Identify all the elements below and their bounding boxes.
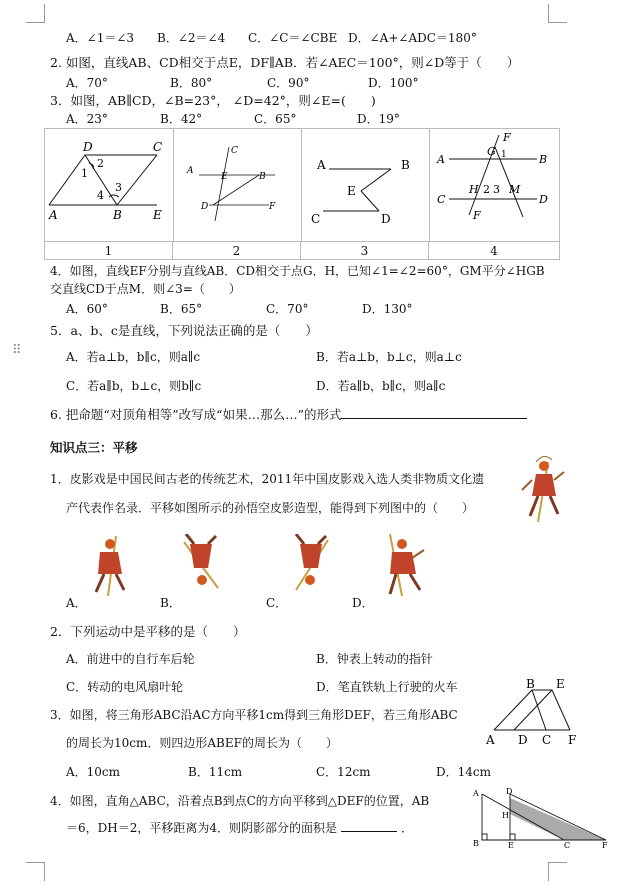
translate-q1-line1: 1．皮影戏是中国民间古老的传统艺术，2011年中国皮影戏入选人类非物质文化遗 [50, 472, 485, 486]
translate-q2-text: 2．下列运动中是平移的是（ ） [50, 624, 246, 639]
fig4-label-d: D [539, 193, 548, 206]
crop-mark-bottom-left [26, 862, 45, 881]
prev-option-c: C．∠C＝∠CBE [248, 31, 338, 45]
q2-option-d: D．100° [368, 76, 419, 90]
fig1-label-d: D [83, 140, 93, 154]
prev-option-a: A．∠1＝∠3 [66, 31, 135, 45]
question-4-line2: 交直线CD于点M．则∠3=（ ） [50, 282, 241, 296]
p3-option-b: B．11cm [188, 765, 243, 779]
q5-option-c: C．若a∥b，b⊥c，则b∥c [66, 379, 202, 393]
p2-option-a: A．前进中的自行车后轮 [66, 652, 195, 666]
fig4-label-b: B [539, 153, 548, 166]
p3-fig-label-b: B [526, 677, 535, 691]
p3-fig-label-e: E [556, 677, 565, 691]
figure-cell-1 [45, 129, 174, 241]
question-5-text: 5．a、b、c是直线，下列说法正确的是（ ） [50, 323, 318, 338]
fig1-angle-3: 3 [115, 181, 122, 194]
translate-q4-line1: 4．如图，直角△ABC，沿着点B到点C的方向平移到△DEF的位置，AB [50, 794, 430, 808]
fig4-label-m: M [509, 183, 521, 196]
fig1-angle-1: 1 [81, 167, 88, 180]
monkey-king-puppet-image [518, 452, 570, 526]
puppet-option-a-image [86, 530, 132, 600]
p1-option-d: D． [352, 596, 374, 610]
translate-q4-line2 [66, 819, 413, 836]
translate-q3-line2: 的周长为10cm．则四边形ABEF的周长为（ ） [66, 736, 338, 750]
p4-fig-label-d: D [506, 787, 513, 796]
figure-1-parallelogram [45, 129, 173, 241]
fig2-label-b: B [259, 172, 266, 182]
p1-option-c: C． [266, 596, 288, 610]
shaded-triangle-figure [468, 786, 610, 850]
translate-q4-line2-end: ． [401, 821, 414, 835]
fig2-label-a: A [187, 166, 194, 176]
p2-option-b: B．钟表上转动的指针 [316, 652, 433, 666]
q2-option-b: B．80° [170, 76, 213, 90]
p3-option-c: C．12cm [316, 765, 371, 779]
q3-option-d: D．19° [357, 112, 400, 126]
figure-cell-4 [429, 129, 559, 241]
p4-fig-label-h: H [502, 811, 509, 820]
fig1-label-a: A [49, 208, 58, 222]
fig3-label-a: A [317, 158, 326, 172]
fig4-label-f-top: F [503, 131, 511, 144]
fig2-label-d: D [201, 202, 209, 212]
puppet-option-c-image [288, 534, 336, 594]
fig1-angle-4: 4 [97, 189, 104, 202]
p1-option-b: B． [160, 596, 181, 610]
fig3-label-b: B [401, 158, 410, 172]
q4-option-d: D．130° [362, 302, 413, 316]
question-4-line1: 4．如图，直线EF分别与直线AB．CD相交于点G．H，已知∠1=∠2=60°，GM平分∠HGB [50, 264, 545, 278]
q5-option-d: D．若a∥b，b∥c，则a∥c [316, 379, 446, 393]
fig1-angle-2: 2 [97, 157, 104, 170]
q5-option-a: A．若a⊥b，b∥c，则a∥c [66, 350, 201, 364]
fig1-label-b: B [113, 208, 122, 222]
translate-q1-line2: 产代表作名录．平移如图所示的孙悟空皮影造型，能得到下列图中的（ ） [66, 501, 475, 515]
fig4-label-h: H [469, 183, 479, 196]
fig1-label-e: E [153, 208, 162, 222]
p1-option-a: A． [66, 596, 87, 610]
fig2-label-f: F [269, 202, 276, 212]
area-answer-blank[interactable] [341, 820, 397, 832]
answer-blank[interactable] [341, 406, 527, 419]
figure-table [44, 128, 560, 260]
crop-mark-bottom-right [548, 862, 567, 881]
p3-fig-label-f: F [568, 733, 577, 747]
p4-fig-label-b: B [473, 839, 479, 848]
fig4-label-c: C [437, 193, 446, 206]
puppet-option-b-image [176, 534, 226, 594]
puppet-option-d-image [376, 528, 430, 600]
figure-3-zigzag [301, 129, 429, 241]
question-2-text: 2. 如图，直线AB、CD相交于点E，DF∥AB．若∠AEC＝100°，则∠D等于（ ） [50, 55, 520, 70]
figure-cell-2 [173, 129, 302, 241]
p3-option-a: A．10cm [66, 765, 121, 779]
q2-option-c: C．90° [267, 76, 310, 90]
figure-2-parallel-lines [173, 129, 301, 241]
fig1-label-c: C [153, 140, 163, 154]
question-6 [50, 405, 527, 423]
figure-number-1: 1 [45, 241, 173, 260]
p3-option-d: D．14cm [436, 765, 491, 779]
prev-option-d: D．∠A+∠ADC＝180° [348, 31, 477, 45]
fig4-angle-3: 3 [493, 183, 500, 196]
translate-q4-line2-text: ＝6，DH＝2，平移距离为4．则阴影部分的面积是 [66, 821, 337, 835]
fig3-label-d: D [381, 212, 391, 226]
q3-option-c: C．65° [254, 112, 297, 126]
crop-mark-top-left [26, 4, 45, 23]
crop-mark-top-right [548, 4, 567, 23]
p4-fig-label-c: C [564, 841, 571, 850]
fig4-angle-1: 1 [501, 150, 507, 160]
fig4-label-a: A [437, 153, 445, 166]
fig3-label-c: C [311, 212, 321, 226]
drag-handle-icon[interactable]: ⠿ [12, 343, 23, 358]
fig4-label-f-bottom: F [473, 209, 481, 222]
q4-option-a: A．60° [66, 302, 108, 316]
section-title: 知识点三：平移 [50, 440, 138, 455]
p3-fig-label-d: D [518, 733, 528, 747]
prev-option-b: B．∠2＝∠4 [157, 31, 226, 45]
translate-q3-line1: 3．如图，将三角形ABC沿AC方向平移1cm得到三角形DEF，若三角形ABC [50, 708, 458, 722]
q3-option-b: B．42° [160, 112, 203, 126]
fig3-label-e: E [347, 184, 356, 198]
p4-fig-label-f: F [602, 841, 608, 850]
fig4-angle-2: 2 [483, 183, 490, 196]
fig2-label-e: E [221, 172, 228, 182]
p3-fig-label-c: C [542, 733, 552, 747]
p3-fig-label-a: A [486, 733, 495, 747]
p4-fig-label-e: E [508, 841, 514, 850]
q3-option-a: A．23° [66, 112, 108, 126]
q4-option-c: C．70° [266, 302, 309, 316]
figure-number-2: 2 [173, 241, 301, 260]
p2-option-d: D．笔直铁轨上行驶的火车 [316, 680, 458, 694]
translation-triangles-figure [484, 676, 584, 748]
q2-option-a: A．70° [66, 76, 108, 90]
figure-4-transversal [429, 129, 559, 241]
q4-option-b: B．65° [160, 302, 203, 316]
p2-option-c: C．转动的电风扇叶轮 [66, 680, 184, 694]
figure-number-4: 4 [429, 241, 559, 260]
q5-option-b: B．若a⊥b，b⊥c，则a⊥c [316, 350, 462, 364]
fig2-label-c: C [231, 146, 238, 156]
figure-number-3: 3 [301, 241, 429, 260]
fig4-label-g: G [487, 145, 496, 158]
p4-fig-label-a: A [473, 789, 479, 798]
question-6-text: 6. 把命题“对顶角相等”改写成“如果…那么…”的形式 [50, 407, 342, 422]
question-3-text: 3．如图，AB∥CD，∠B=23°， ∠D=42°，则∠E=( ) [50, 93, 376, 108]
figure-cell-3 [301, 129, 430, 241]
